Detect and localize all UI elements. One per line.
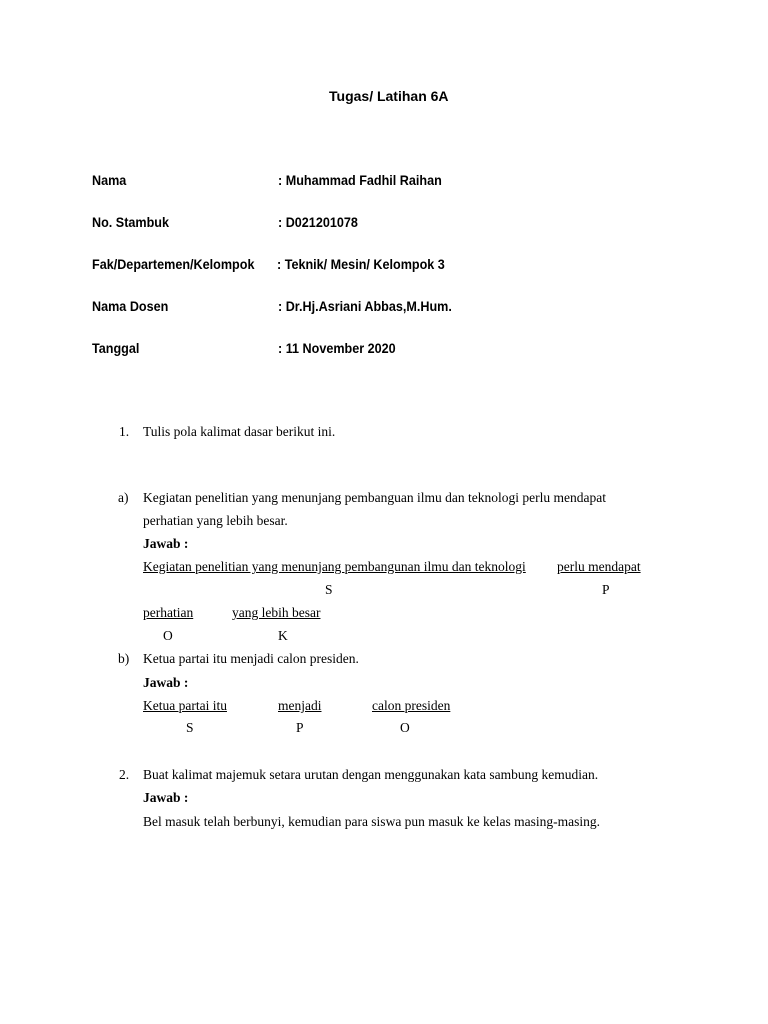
q1a-marker: a) [118,490,129,505]
q1a-label-o: O [163,628,173,643]
q1a-segment-complement: yang lebih besar [232,605,321,620]
q1a-line2: perhatian yang lebih besar. [143,513,288,528]
q2-jawab: Jawab : [143,790,189,805]
q1b-segment-object: calon presiden [372,698,451,713]
q1a-line1: Kegiatan penelitian yang menunjang pembanguan ilmu dan teknologi perlu mendapat [143,490,606,505]
value-fakultas: : Teknik/ Mesin/ Kelompok 3 [277,256,445,272]
q1-number: 1. [119,424,130,439]
q1a-segment-subject: Kegiatan penelitian yang menunjang pembangunan ilmu dan teknologi [143,559,526,574]
q1b-label-s: S [186,720,194,735]
q1b-text: Ketua partai itu menjadi calon presiden. [143,651,359,666]
label-nama: Nama [92,172,127,188]
label-tanggal: Tanggal [92,340,140,356]
q1a-segment-object: perhatian [143,605,194,620]
q1a-label-k: K [278,628,288,643]
value-nama: : Muhammad Fadhil Raihan [278,172,442,188]
q1-text: Tulis pola kalimat dasar berikut ini. [143,424,336,439]
label-stambuk: No. Stambuk [92,214,170,230]
value-tanggal: : 11 November 2020 [278,340,396,356]
document-title: Tugas/ Latihan 6A [329,88,449,104]
label-fakultas: Fak/Departemen/Kelompok [92,256,255,272]
value-dosen: : Dr.Hj.Asriani Abbas,M.Hum. [278,298,452,314]
q1a-label-s: S [325,582,333,597]
q1b-segment-subject: Ketua partai itu [143,698,227,713]
q1b-segment-predicate: menjadi [278,698,322,713]
q1a-jawab: Jawab : [143,536,189,551]
q1a-segment-predicate: perlu mendapat [557,559,641,574]
q1b-marker: b) [118,651,130,666]
q2-text: Buat kalimat majemuk setara urutan dengan menggunakan kata sambung kemudian. [143,767,599,782]
value-stambuk: : D021201078 [278,214,358,230]
label-dosen: Nama Dosen [92,298,169,314]
q1b-label-p: P [296,720,304,735]
q1b-label-o: O [400,720,410,735]
q2-answer: Bel masuk telah berbunyi, kemudian para siswa pun masuk ke kelas masing-masing. [143,814,601,829]
q1a-label-p: P [602,582,610,597]
q2-number: 2. [119,767,130,782]
q1b-jawab: Jawab : [143,675,189,690]
